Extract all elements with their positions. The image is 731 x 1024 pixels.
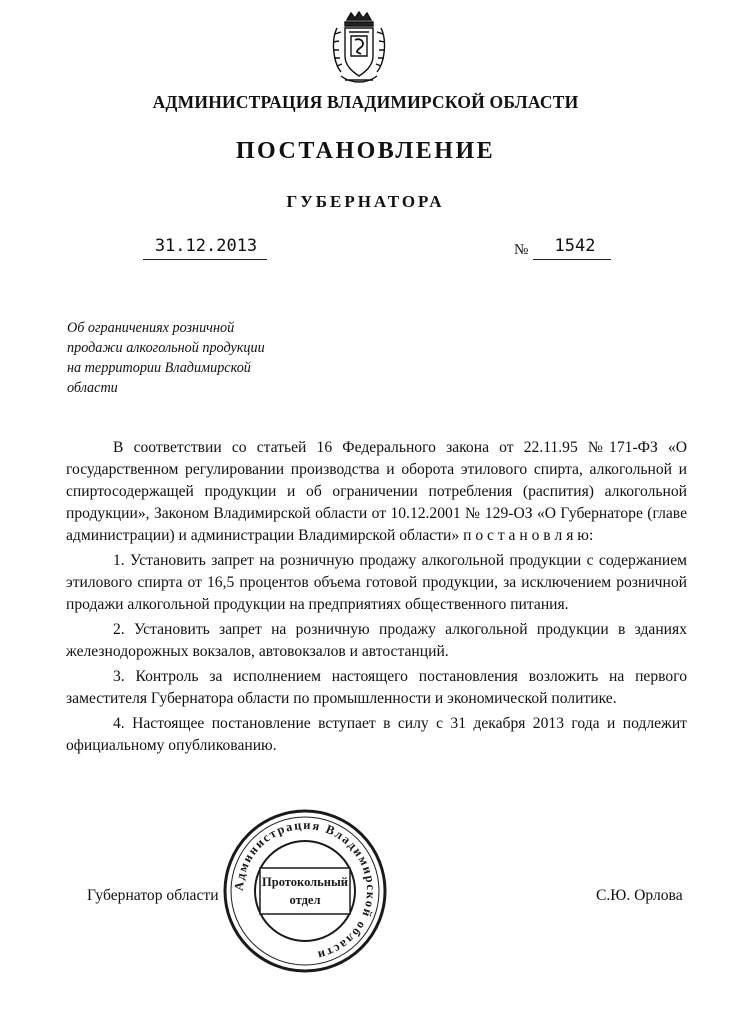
coat-of-arms-icon [327,10,391,90]
document-issuer: ГУБЕРНАТОРА [286,192,445,211]
document-type: ПОСТАНОВЛЕНИЕ [235,138,496,164]
subject-line: области [67,380,118,396]
preamble-paragraph: В соответствии со статьей 16 Федерального закона от 22.11.95 №171-ФЗ «О государственном регулировании производства и оборота этилового спирта, алкогольной и спиртосодержащей продукции и об ограничении потребления (распития) алкогольной продукции», Законом Владимирской области от 10.12.2001 № 129-ОЗ «О Губернаторе (главе администрации) и администрации Владимирской области» п о с т а н о в л я ю: [66,439,687,544]
document-body [66,437,687,757]
subject-line: Об ограничениях розничной [67,320,235,336]
number-label: № [514,242,529,258]
clause-3: 3. Контроль за исполнением настоящего постановления возложить на первого заместителя Губернатора области по промышленности и экономической политике. [66,668,687,707]
organization-name: АДМИНИСТРАЦИЯ ВЛАДИМИРСКОЙ ОБЛАСТИ [152,92,579,112]
clause-1: 1. Установить запрет на розничную продажу алкогольной продукции с содержанием этилового спирта от 16,5 процентов объема готовой продукции, за исключением розничной продажи алкогольной продукции на предприятиях общественного питания. [66,552,687,613]
document-date: 31.12.2013 [154,236,258,256]
clause-2: 2. Установить запрет на розничную продажу алкогольной продукции в зданиях железнодорожных вокзалов, автовокзалов и автостанций. [66,621,687,660]
subject-line: на территории Владимирской [67,360,251,376]
signatory-name: С.Ю. Орлова [596,887,683,904]
official-stamp [220,806,390,976]
clause-4: 4. Настоящее постановление вступает в силу с 31 декабря 2013 года и подлежит официальному опубликованию. [66,715,687,754]
stamp-center-line1: Протокольный [262,875,348,889]
stamp-center-line2: отдел [289,893,321,907]
stamp-ring-text: Администрация Владимирской области [231,817,379,963]
subject-line: продажи алкогольной продукции [67,340,265,356]
date-underline [143,259,267,260]
signatory-title: Губернатор области [87,887,219,904]
document-subject [67,318,297,398]
number-underline [533,259,611,260]
document-number: 1542 [554,236,596,256]
